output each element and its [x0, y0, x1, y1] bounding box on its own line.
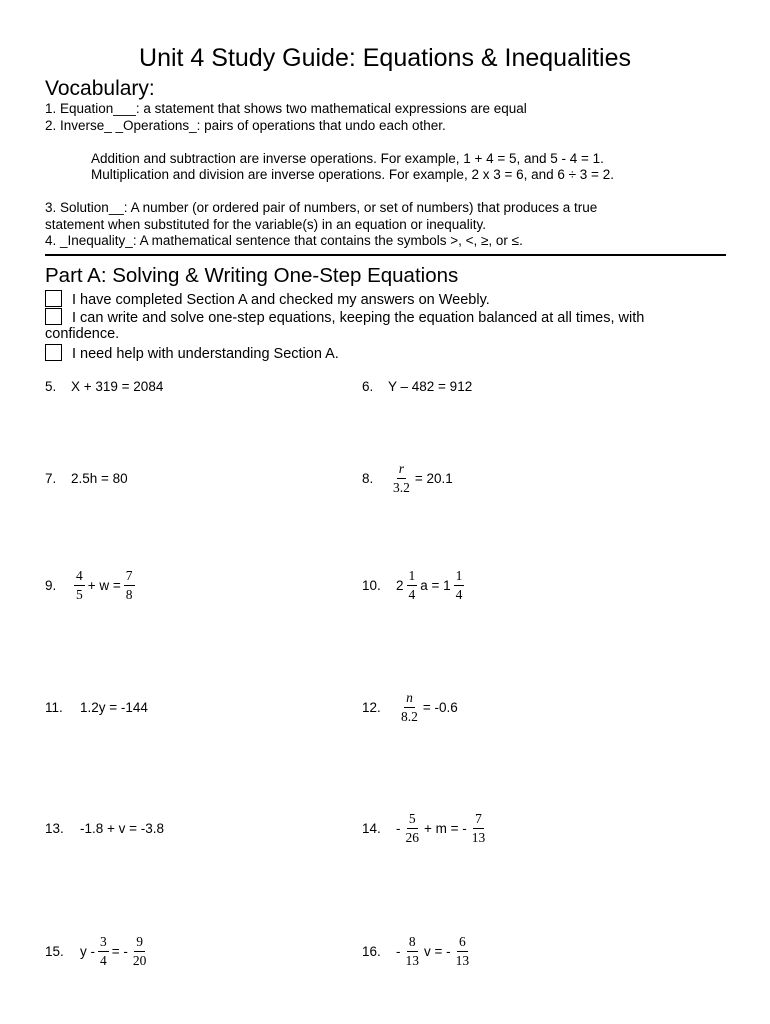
- problem-number: 14.: [362, 820, 381, 836]
- fraction-numerator: 9: [134, 935, 145, 952]
- checkbox-need-help[interactable]: [45, 344, 62, 361]
- vocab-example-addition: Addition and subtraction are inverse operations. For example, 1 + 4 = 5, and 5 - 4 = 1.: [91, 151, 604, 166]
- fraction: [98, 935, 109, 967]
- equation: 1.2y = -144: [80, 699, 148, 715]
- fraction-numerator: 1: [407, 569, 418, 586]
- problem-11: [45, 687, 148, 727]
- fraction-numerator: 6: [457, 935, 468, 952]
- fraction-denominator: 26: [405, 829, 419, 845]
- checklist-completed: [45, 290, 490, 308]
- fraction: [454, 935, 472, 967]
- fraction: [131, 935, 149, 967]
- equation-prefix: -: [396, 820, 401, 836]
- problem-8: [362, 458, 453, 498]
- section-divider: [45, 254, 726, 256]
- problem-7: [45, 458, 128, 498]
- fraction-denominator: 3.2: [393, 479, 410, 495]
- fraction-denominator: 4: [455, 586, 463, 602]
- checklist-need-help: [45, 344, 339, 362]
- fraction: [454, 569, 465, 601]
- fraction-denominator: 4: [100, 952, 107, 968]
- fraction-numerator: 4: [74, 569, 85, 586]
- fraction-denominator: 20: [132, 952, 147, 968]
- problem-16: [362, 931, 474, 971]
- problem-15: [45, 931, 151, 971]
- fraction-numerator: 3: [98, 935, 109, 952]
- equation-prefix: y -: [80, 943, 95, 959]
- checkbox-can-solve[interactable]: [45, 308, 62, 325]
- problem-number: 10.: [362, 577, 381, 593]
- equation: 2.5h = 80: [71, 470, 128, 486]
- fraction-numerator: 7: [473, 812, 484, 829]
- equation: Y – 482 = 912: [388, 378, 473, 394]
- whole-number: 2: [396, 577, 404, 593]
- fraction: [399, 691, 420, 723]
- problem-number: 16.: [362, 943, 381, 959]
- checklist-can-solve-cont: confidence.: [45, 326, 120, 342]
- checklist-completed-label: I have completed Section A and checked my answers on Weebly.: [72, 292, 490, 308]
- fraction: [407, 569, 418, 601]
- fraction-denominator: 13: [405, 952, 419, 968]
- equation-middle: + m = -: [424, 820, 467, 836]
- fraction-denominator: 13: [471, 829, 486, 845]
- equation: X + 319 = 2084: [71, 378, 164, 394]
- fraction-denominator: 8: [125, 586, 133, 602]
- vocab-solution-line1: 3. Solution__: A number (or ordered pair of numbers, or set of numbers) that produces a true: [45, 200, 598, 215]
- fraction-denominator: 4: [408, 586, 416, 602]
- equation-middle: = -: [111, 943, 128, 959]
- equation-middle: + w =: [87, 577, 121, 593]
- vocab-inequality: 4. _Inequality_: A mathematical sentence that contains the symbols >, <, ≥, or ≤.: [45, 233, 523, 248]
- vocab-example-multiplication: Multiplication and division are inverse operations. For example, 2 x 3 = 6, and 6 ÷ 3 = 2.: [91, 167, 614, 182]
- fraction: [391, 462, 412, 494]
- checklist-can-solve: [45, 308, 644, 326]
- problem-14: [362, 808, 490, 848]
- fraction-numerator: 7: [124, 569, 135, 586]
- problem-13: [45, 808, 164, 848]
- checklist-need-help-label: I need help with understanding Section A.: [72, 346, 339, 362]
- fraction-denominator: 5: [76, 586, 83, 602]
- problem-number: 8.: [362, 470, 374, 486]
- problem-5: [45, 366, 163, 406]
- checkbox-completed[interactable]: [45, 290, 62, 307]
- fraction-numerator: 1: [454, 569, 465, 586]
- page-title: Unit 4 Study Guide: Equations & Inequalities: [139, 44, 631, 72]
- problem-number: 7.: [45, 470, 57, 486]
- fraction-numerator: 8: [407, 935, 418, 952]
- vocabulary-heading: Vocabulary:: [45, 77, 155, 100]
- problem-number: 5.: [45, 378, 57, 394]
- fraction: [124, 569, 135, 601]
- vocab-inverse-operations: 2. Inverse_ _Operations_: pairs of operations that undo each other.: [45, 118, 446, 133]
- equation-rhs: = 20.1: [414, 470, 453, 486]
- part-a-heading: Part A: Solving & Writing One-Step Equations: [45, 264, 459, 287]
- problem-9: [45, 565, 138, 605]
- fraction: [404, 812, 422, 844]
- fraction: [470, 812, 488, 844]
- equation-middle: a = 1: [420, 577, 451, 593]
- problem-number: 9.: [45, 577, 57, 593]
- problem-10: [362, 565, 467, 605]
- fraction-numerator: r: [397, 462, 406, 479]
- problem-number: 6.: [362, 378, 374, 394]
- fraction-numerator: n: [404, 691, 415, 708]
- vocab-solution-line2: statement when substituted for the variable(s) in an equation or inequality.: [45, 217, 487, 232]
- problem-number: 15.: [45, 943, 64, 959]
- equation: -1.8 + v = -3.8: [80, 820, 165, 836]
- equation-middle: v = -: [424, 943, 451, 959]
- problem-number: 13.: [45, 820, 64, 836]
- problem-number: 11.: [45, 699, 63, 715]
- checklist-can-solve-label: I can write and solve one-step equations, keeping the equation balanced at all times, with: [72, 310, 645, 326]
- problem-12: [362, 687, 458, 727]
- vocab-equation: 1. Equation___: a statement that shows two mathematical expressions are equal: [45, 101, 527, 116]
- fraction-denominator: 8.2: [401, 708, 418, 724]
- fraction: [74, 569, 85, 601]
- equation-prefix: -: [396, 943, 401, 959]
- problem-number: 12.: [362, 699, 381, 715]
- problem-6: [362, 366, 472, 406]
- fraction-numerator: 5: [407, 812, 418, 829]
- equation-rhs: = -0.6: [422, 699, 458, 715]
- fraction-denominator: 13: [455, 952, 470, 968]
- fraction: [404, 935, 422, 967]
